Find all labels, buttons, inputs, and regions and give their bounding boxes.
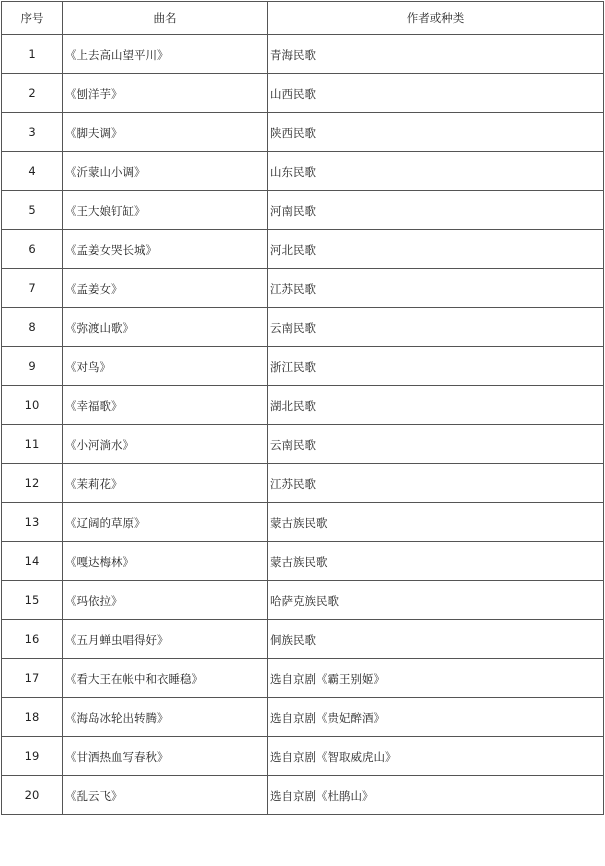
table-row	[2, 620, 604, 659]
author-cell: 江苏民歌	[268, 464, 604, 503]
table-row	[2, 35, 604, 74]
row-num-cell: 2	[2, 74, 63, 113]
song-name-cell: 《上去高山望平川》	[63, 35, 268, 74]
song-name-cell: 《玛依拉》	[63, 581, 268, 620]
author-cell: 河北民歌	[268, 230, 604, 269]
table-row	[2, 698, 604, 737]
row-num-cell: 17	[2, 659, 63, 698]
row-num-cell: 1	[2, 35, 63, 74]
song-table	[1, 1, 604, 815]
author-cell: 哈萨克族民歌	[268, 581, 604, 620]
table-row	[2, 152, 604, 191]
song-name-cell: 《小河淌水》	[63, 425, 268, 464]
header-name: 曲名	[63, 2, 268, 35]
row-num-cell: 14	[2, 542, 63, 581]
author-cell: 选自京剧《杜鹃山》	[268, 776, 604, 815]
song-name-cell: 《五月蝉虫唱得好》	[63, 620, 268, 659]
author-cell: 湖北民歌	[268, 386, 604, 425]
author-cell: 云南民歌	[268, 308, 604, 347]
song-name-cell: 《乱云飞》	[63, 776, 268, 815]
author-cell: 选自京剧《贵妃醉酒》	[268, 698, 604, 737]
song-name-cell: 《嘎达梅林》	[63, 542, 268, 581]
row-num-cell: 9	[2, 347, 63, 386]
song-name-cell: 《海岛冰轮出转腾》	[63, 698, 268, 737]
table-body	[2, 35, 604, 815]
song-name-cell: 《甘洒热血写春秋》	[63, 737, 268, 776]
table-row	[2, 230, 604, 269]
song-name-cell: 《沂蒙山小调》	[63, 152, 268, 191]
song-name-cell: 《辽阔的草原》	[63, 503, 268, 542]
row-num-cell: 18	[2, 698, 63, 737]
song-name-cell: 《孟姜女》	[63, 269, 268, 308]
header-author: 作者或种类	[268, 2, 604, 35]
song-name-cell: 《茉莉花》	[63, 464, 268, 503]
row-num-cell: 10	[2, 386, 63, 425]
author-cell: 选自京剧《智取威虎山》	[268, 737, 604, 776]
row-num-cell: 4	[2, 152, 63, 191]
song-name-cell: 《刨洋芋》	[63, 74, 268, 113]
song-name-cell: 《孟姜女哭长城》	[63, 230, 268, 269]
author-cell: 侗族民歌	[268, 620, 604, 659]
table-row	[2, 464, 604, 503]
song-name-cell: 《脚夫调》	[63, 113, 268, 152]
table-row	[2, 191, 604, 230]
author-cell: 江苏民歌	[268, 269, 604, 308]
table-row	[2, 269, 604, 308]
table-row	[2, 776, 604, 815]
author-cell: 蒙古族民歌	[268, 542, 604, 581]
table-row	[2, 542, 604, 581]
song-name-cell: 《幸福歌》	[63, 386, 268, 425]
row-num-cell: 20	[2, 776, 63, 815]
row-num-cell: 12	[2, 464, 63, 503]
author-cell: 陕西民歌	[268, 113, 604, 152]
header-row	[2, 2, 604, 35]
song-name-cell: 《对鸟》	[63, 347, 268, 386]
author-cell: 云南民歌	[268, 425, 604, 464]
song-name-cell: 《王大娘钉缸》	[63, 191, 268, 230]
row-num-cell: 15	[2, 581, 63, 620]
row-num-cell: 6	[2, 230, 63, 269]
song-table-container	[1, 1, 604, 815]
header-num: 序号	[2, 2, 63, 35]
author-cell: 山东民歌	[268, 152, 604, 191]
author-cell: 山西民歌	[268, 74, 604, 113]
row-num-cell: 11	[2, 425, 63, 464]
table-row	[2, 503, 604, 542]
table-row	[2, 581, 604, 620]
row-num-cell: 3	[2, 113, 63, 152]
row-num-cell: 13	[2, 503, 63, 542]
author-cell: 河南民歌	[268, 191, 604, 230]
row-num-cell: 8	[2, 308, 63, 347]
table-row	[2, 347, 604, 386]
table-row	[2, 386, 604, 425]
table-row	[2, 74, 604, 113]
table-row	[2, 113, 604, 152]
author-cell: 青海民歌	[268, 35, 604, 74]
song-name-cell: 《弥渡山歌》	[63, 308, 268, 347]
author-cell: 蒙古族民歌	[268, 503, 604, 542]
author-cell: 选自京剧《霸王别姬》	[268, 659, 604, 698]
table-row	[2, 737, 604, 776]
row-num-cell: 7	[2, 269, 63, 308]
song-name-cell: 《看大王在帐中和衣睡稳》	[63, 659, 268, 698]
row-num-cell: 19	[2, 737, 63, 776]
author-cell: 浙江民歌	[268, 347, 604, 386]
table-row	[2, 308, 604, 347]
row-num-cell: 16	[2, 620, 63, 659]
table-row	[2, 425, 604, 464]
row-num-cell: 5	[2, 191, 63, 230]
table-row	[2, 659, 604, 698]
